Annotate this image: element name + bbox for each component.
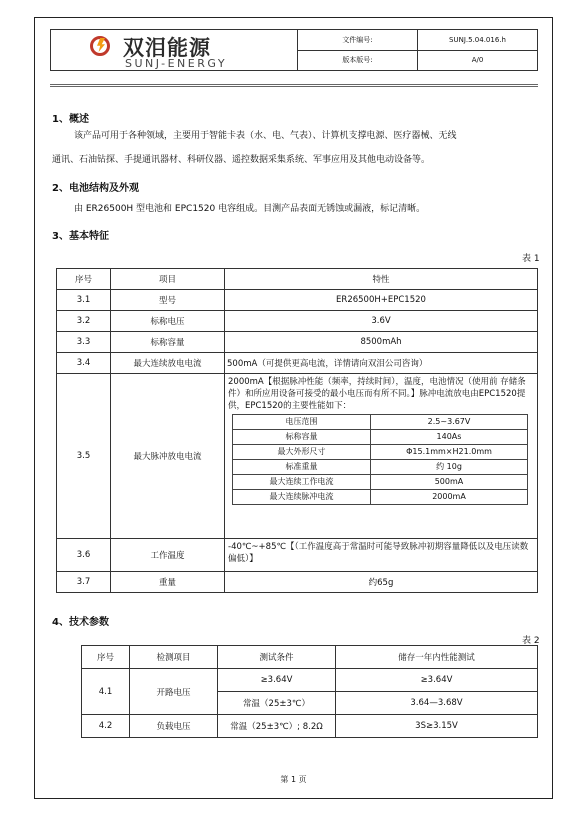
section-2-title: 2、电池结构及外观 xyxy=(52,183,139,194)
pulse-description: 2000mA【根据脉冲性能（频率，持续时间），温度，电池情况（使用前 存储条件）和所应用设备可接受的最小电压而有所不同。】脉冲电流放电由EPC1520提供，EPC1520的主要性能如下： xyxy=(228,377,526,411)
table-row xyxy=(233,475,528,490)
table-row xyxy=(57,353,538,374)
row-condition: ≥3.64V xyxy=(218,669,336,692)
row-number: 3.7 xyxy=(57,572,111,593)
document-header xyxy=(50,29,538,71)
section-1-text: 通讯、石油钻探、手提通讯器材、科研仪器、遥控数据采集系统、军事应用及其他电动设备等。 xyxy=(52,155,431,165)
row-item: 型号 xyxy=(111,290,225,311)
column-header: 特性 xyxy=(225,269,538,290)
row-number: 3.5 xyxy=(57,374,111,539)
row-number: 4.2 xyxy=(82,715,130,738)
row-value: 3.6V xyxy=(225,311,538,332)
spec-value: 约 10g xyxy=(371,460,528,475)
row-item: 工作温度 xyxy=(111,539,225,572)
spec-key: 最大连续工作电流 xyxy=(233,475,371,490)
row-value: ER26500H+EPC1520 xyxy=(225,290,538,311)
table-row xyxy=(82,669,538,692)
doc-no-value: SUNJ.5.04.016.h xyxy=(449,36,506,44)
spec-value: 500mA xyxy=(371,475,528,490)
logo-english-name: SUNJ-ENERGY xyxy=(125,57,228,70)
table-row xyxy=(57,290,538,311)
row-value: ≥3.64V xyxy=(336,669,538,692)
spec-key: 最大连续脉冲电流 xyxy=(233,490,371,505)
row-item: 标称容量 xyxy=(111,332,225,353)
table-row xyxy=(57,311,538,332)
basic-characteristics-table xyxy=(56,268,538,593)
row-value: 3.64—3.68V xyxy=(336,692,538,715)
company-logo xyxy=(51,30,297,70)
table-row xyxy=(233,460,528,475)
technical-parameters-table xyxy=(81,645,538,738)
column-header: 项目 xyxy=(111,269,225,290)
section-4-title: 4、技术参数 xyxy=(52,617,109,628)
row-value: 8500mAh xyxy=(225,332,538,353)
row-value: 3S≥3.15V xyxy=(336,715,538,738)
row-number: 3.3 xyxy=(57,332,111,353)
page-number: 第 1 页 xyxy=(280,775,307,784)
table-row xyxy=(233,490,528,505)
row-value: -40℃~+85℃【（工作温度高于常温时可能导致脉冲初期容量降低以及电压读数偏低）】 xyxy=(225,539,538,572)
column-header: 序号 xyxy=(57,269,111,290)
row-item: 负载电压 xyxy=(130,715,218,738)
table-row xyxy=(82,715,538,738)
version-value: A/0 xyxy=(471,56,484,64)
row-condition: 常温（25±3℃） xyxy=(218,692,336,715)
doc-no-label: 文件编号: xyxy=(342,36,373,44)
row-item: 标称电压 xyxy=(111,311,225,332)
logo-chinese-name: 双泪能源 xyxy=(123,35,211,60)
table-2-caption: 表 2 xyxy=(522,636,540,646)
version-label: 版本版号: xyxy=(342,56,373,64)
row-number: 3.1 xyxy=(57,290,111,311)
table-row xyxy=(57,332,538,353)
table-row xyxy=(57,374,538,539)
section-3-title: 3、基本特征 xyxy=(52,231,109,242)
row-item: 最大脉冲放电电流 xyxy=(111,374,225,539)
spec-value: Φ15.1mm×H21.0mm xyxy=(371,445,528,460)
spec-key: 最大外形尺寸 xyxy=(233,445,371,460)
row-value: 500mA（可提供更高电流，详情请向双泪公司咨询） xyxy=(225,353,538,374)
column-header: 检测项目 xyxy=(130,646,218,669)
row-number: 3.4 xyxy=(57,353,111,374)
column-header: 序号 xyxy=(82,646,130,669)
section-1-title: 1、概述 xyxy=(52,114,89,125)
table-row xyxy=(233,415,528,430)
row-number: 4.1 xyxy=(82,669,130,715)
row-item: 最大连续放电电流 xyxy=(111,353,225,374)
row-value: 约65g xyxy=(225,572,538,593)
row-number: 3.6 xyxy=(57,539,111,572)
table-1-caption: 表 1 xyxy=(522,254,540,264)
column-header: 储存一年内性能测试 xyxy=(336,646,538,669)
section-1-text: 该产品可用于各种领域，主要用于智能卡表（水、电、气表）、计算机支撑电源、医疗器械、无线 xyxy=(74,131,457,141)
spec-value: 2.5~3.67V xyxy=(371,415,528,430)
header-rule xyxy=(50,84,538,85)
epc1520-spec-table xyxy=(232,414,528,505)
table-row xyxy=(57,539,538,572)
row-number: 3.2 xyxy=(57,311,111,332)
row-value-pulse xyxy=(225,374,538,539)
spec-key: 标称容量 xyxy=(233,430,371,445)
spec-key: 标准重量 xyxy=(233,460,371,475)
header-rule xyxy=(50,86,538,87)
table-row xyxy=(233,430,528,445)
spec-key: 电压范围 xyxy=(233,415,371,430)
column-header: 测试条件 xyxy=(218,646,336,669)
table-row xyxy=(233,445,528,460)
row-item: 开路电压 xyxy=(130,669,218,715)
row-condition: 常温（25±3℃）; 8.2Ω xyxy=(218,715,336,738)
row-item: 重量 xyxy=(111,572,225,593)
section-2-text: 由 ER26500H 型电池和 EPC1520 电容组成。目测产品表面无锈蚀或漏液，标记清晰。 xyxy=(74,204,426,214)
table-row xyxy=(57,572,538,593)
spec-value: 140As xyxy=(371,430,528,445)
spec-value: 2000mA xyxy=(371,490,528,505)
